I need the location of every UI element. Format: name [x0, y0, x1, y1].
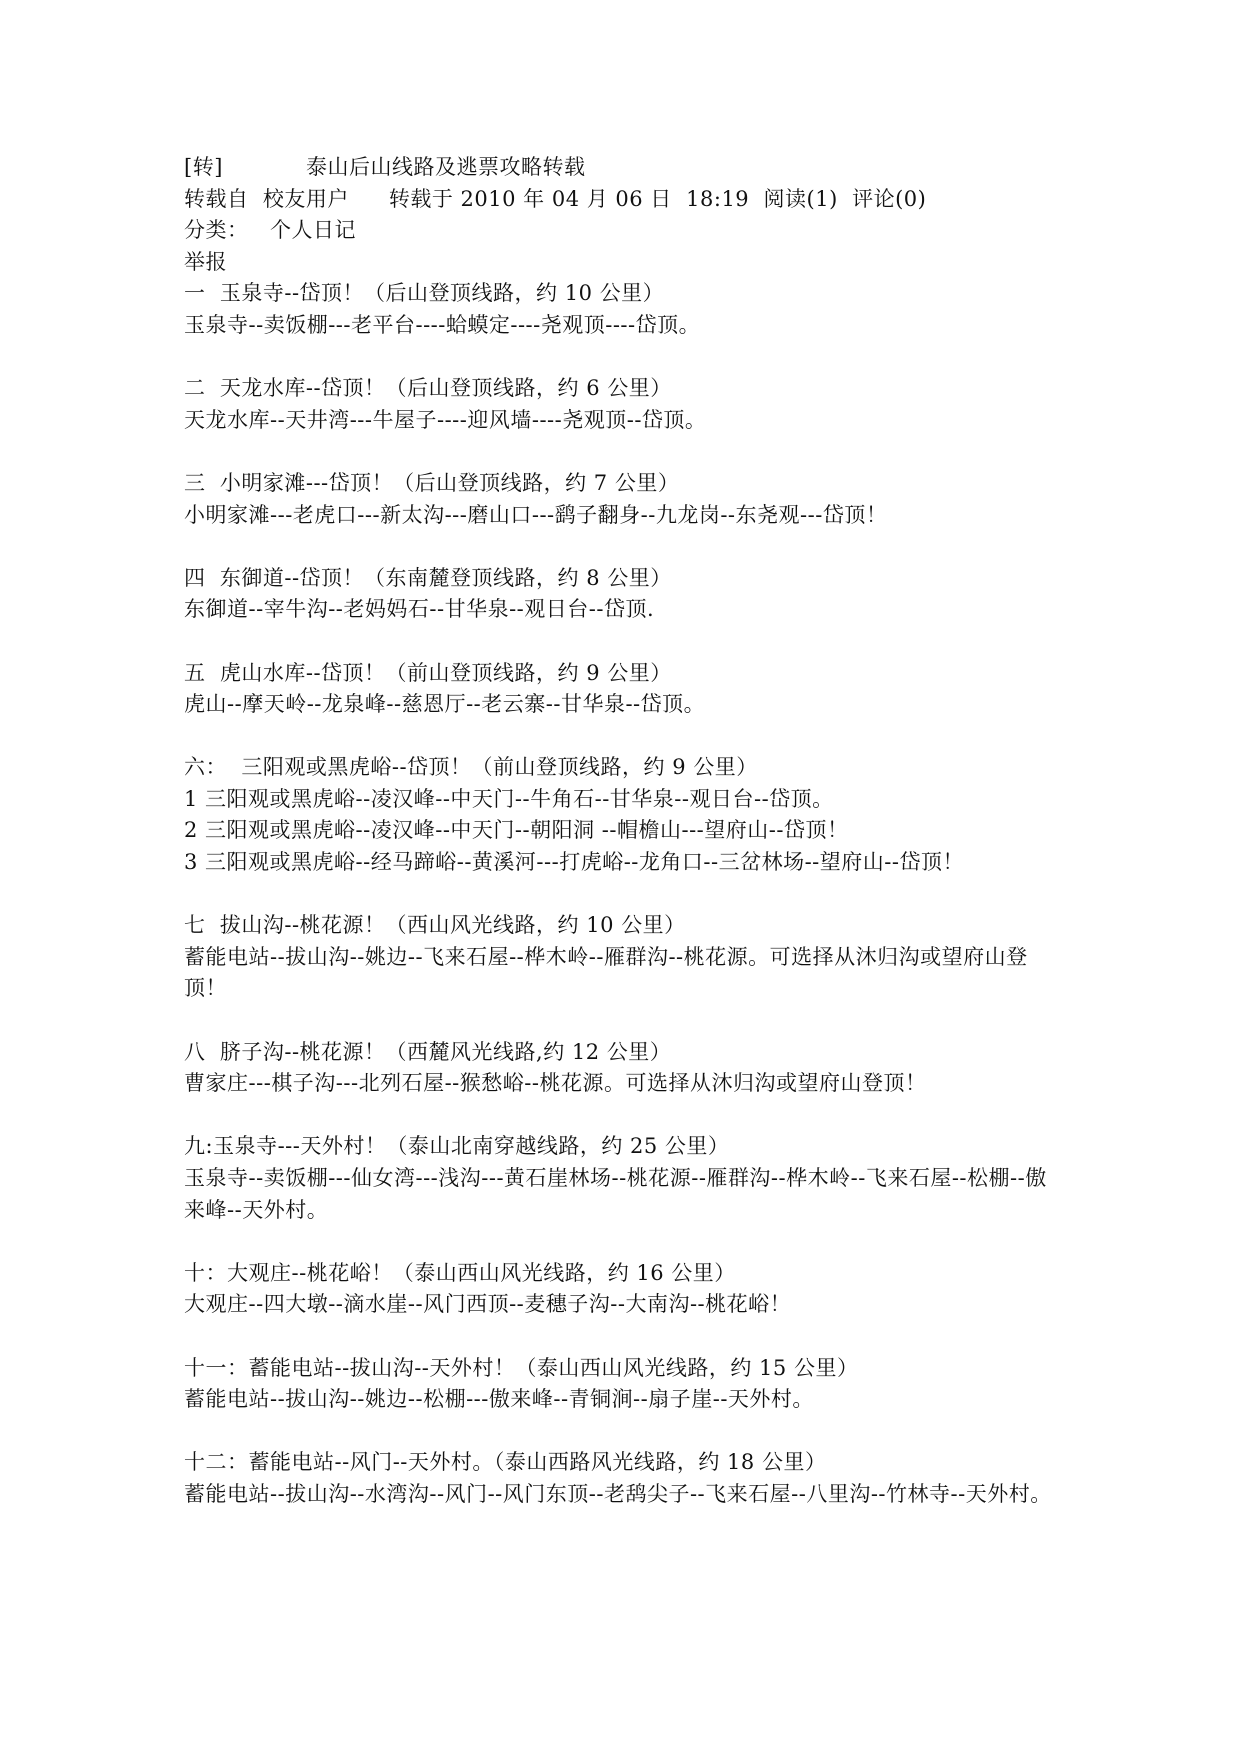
route-list — [184, 278, 1084, 1510]
post-title-row — [184, 152, 1084, 184]
route-heading: 二 天龙水库--岱顶！（后山登顶线路，约 6 公里） — [184, 376, 672, 401]
route-section — [184, 468, 1084, 531]
route-path: 玉泉寺--卖饭棚---老平台----蛤蟆定----尧观顶----岱顶。 — [184, 312, 701, 337]
route-path: 虎山--摩天岭--龙泉峰--慈恩厅--老云寨--甘华泉--岱顶。 — [184, 692, 706, 717]
route-section — [184, 1037, 1084, 1100]
route-heading: 四 东御道--岱顶！（东南麓登顶线路，约 8 公里） — [184, 565, 672, 590]
route-path: 蓄能电站--拔山沟--姚边--飞来石屋--桦木岭--雁群沟--桃花源。可选择从沐归沟或望府山登顶！ — [184, 944, 1028, 1001]
route-section — [184, 1258, 1084, 1321]
route-section — [184, 1447, 1084, 1510]
route-path: 天龙水库--天井湾---牛屋子----迎风墙----尧观顶--岱顶。 — [184, 407, 707, 432]
route-heading: 六： 三阳观或黑虎峪--岱顶！（前山登顶线路，约 9 公里） — [184, 755, 758, 780]
route-heading: 十一：蓄能电站--拔山沟--天外村！（泰山西山风光线路，约 15 公里） — [184, 1355, 859, 1380]
route-section — [184, 1131, 1084, 1226]
route-path: 小明家滩---老虎口---新太沟---磨山口---鹞子翻身--九龙岗--东尧观---岱顶！ — [184, 502, 888, 527]
route-section — [184, 373, 1084, 436]
route-section — [184, 752, 1084, 878]
blank-line — [184, 531, 1084, 563]
blank-line — [184, 626, 1084, 658]
blank-line — [184, 1321, 1084, 1353]
blank-line — [184, 436, 1084, 468]
route-section — [184, 278, 1084, 341]
route-heading: 十：大观庄--桃花峪！（泰山西山风光线路，约 16 公里） — [184, 1260, 736, 1285]
blank-line — [184, 1005, 1084, 1037]
report-link[interactable]: 举报 — [184, 249, 227, 274]
document-page — [184, 152, 1084, 1511]
blank-line — [184, 721, 1084, 753]
post-category: 分类： 个人日记 — [184, 218, 357, 243]
route-section — [184, 563, 1084, 626]
route-heading: 五 虎山水库--岱顶！（前山登顶线路，约 9 公里） — [184, 660, 672, 685]
route-section — [184, 658, 1084, 721]
route-heading: 一 玉泉寺--岱顶！（后山登顶线路，约 10 公里） — [184, 281, 665, 306]
route-heading: 九:玉泉寺---天外村！（泰山北南穿越线路，约 25 公里） — [184, 1134, 730, 1159]
route-section — [184, 1353, 1084, 1416]
route-path: 1 三阳观或黑虎峪--凌汉峰--中天门--牛角石--甘华泉--观日台--岱顶。 — [184, 786, 834, 811]
route-heading: 七 拔山沟--桃花源！（西山风光线路，约 10 公里） — [184, 913, 686, 938]
route-section — [184, 910, 1084, 1005]
route-heading: 三 小明家滩---岱顶！（后山登顶线路，约 7 公里） — [184, 470, 680, 495]
route-path: 蓄能电站--拔山沟--姚边--松棚---傲来峰--青铜涧--扇子崖--天外村。 — [184, 1387, 814, 1412]
blank-line — [184, 879, 1084, 911]
blank-line — [184, 342, 1084, 374]
repost-time-stats: 转载于 2010 年 04 月 06 日 18:19 阅读(1) 评论(0) — [388, 186, 927, 211]
route-path: 大观庄--四大墩--滴水崖--风门西顶--麦穗子沟--大南沟--桃花峪！ — [184, 1292, 792, 1317]
route-path: 2 三阳观或黑虎峪--凌汉峰--中天门--朝阳洞 --帽檐山---望府山--岱顶！ — [184, 818, 849, 843]
route-path: 东御道--宰牛沟--老妈妈石--甘华泉--观日台--岱顶. — [184, 597, 655, 622]
route-path: 曹家庄---棋子沟---北列石屋--猴愁峪--桃花源。可选择从沐归沟或望府山登顶！ — [184, 1071, 927, 1096]
blank-line — [184, 1100, 1084, 1132]
blank-line — [184, 1226, 1084, 1258]
route-heading: 十二：蓄能电站--风门--天外村。（泰山西路风光线路，约 18 公里） — [184, 1450, 827, 1475]
repost-source: 转载自 校友用户 — [184, 186, 349, 211]
post-meta — [184, 184, 1084, 216]
route-heading: 八 脐子沟--桃花源！（西麓风光线路,约 12 公里） — [184, 1039, 672, 1064]
post-title: 泰山后山线路及逃票攻略转载 — [306, 155, 586, 179]
blank-line — [184, 1416, 1084, 1448]
repost-tag: [转] — [184, 155, 223, 179]
route-path: 玉泉寺--卖饭棚---仙女湾---浅沟---黄石崖林场--桃花源--雁群沟--桦木岭--飞来石屋--松棚--傲来峰--天外村。 — [184, 1166, 1047, 1222]
route-path: 3 三阳观或黑虎峪--经马蹄峪--黄溪河---打虎峪--龙角口--三岔林场--望府山--岱顶！ — [184, 850, 964, 875]
route-path: 蓄能电站--拔山沟--水湾沟--风门--风门东顶--老鸹尖子--飞来石屋--八里沟--竹林寺--天外村。 — [184, 1481, 1052, 1506]
